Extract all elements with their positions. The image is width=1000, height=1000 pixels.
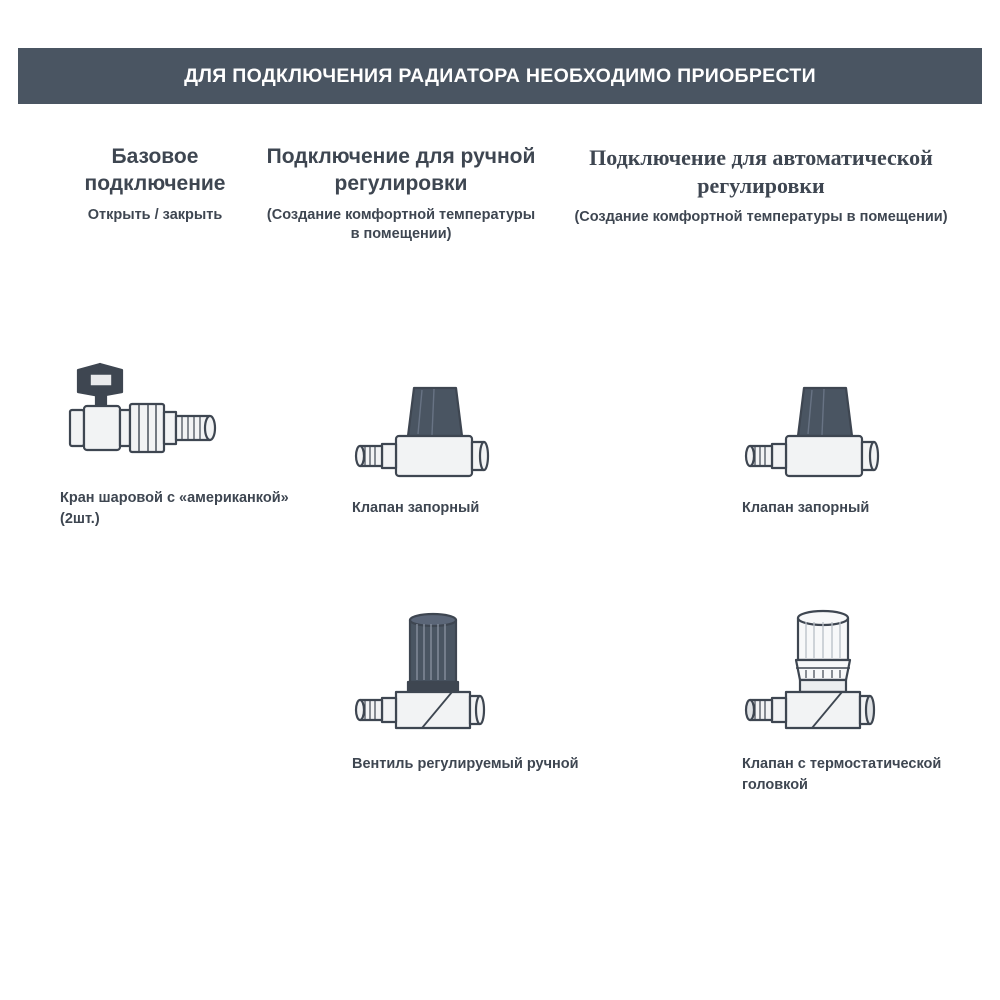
ball-valve-with-union-icon xyxy=(60,352,290,482)
column-heading-basic xyxy=(40,144,270,225)
column-subtitle-basic: Открыть / закрыть xyxy=(87,206,223,223)
column-subtitle-manual: (Создание комфортной температуры в помещении) xyxy=(266,206,536,243)
product-manual-regulating-valve xyxy=(352,608,602,775)
stop-valve-icon xyxy=(352,380,582,492)
column-headings xyxy=(0,140,1000,280)
header-banner xyxy=(18,48,982,104)
column-title-auto: Подключение для автоматической регулировки xyxy=(589,145,933,199)
column-title-basic: Базовое подключение xyxy=(84,145,226,195)
product-stop-valve-auto xyxy=(742,380,972,519)
thermostatic-valve-icon xyxy=(742,608,992,748)
product-caption-stop-valve-manual: Клапан запорный xyxy=(352,500,480,516)
column-heading-manual xyxy=(262,144,540,244)
column-subtitle-auto: (Создание комфортной температуры в помещении) xyxy=(574,209,948,226)
manual-regulating-valve-icon xyxy=(352,608,602,748)
column-heading-auto xyxy=(556,144,966,228)
product-caption-manual-regulating-valve: Вентиль регулируемый ручной xyxy=(352,756,579,772)
stop-valve-icon xyxy=(742,380,972,492)
product-thermostatic-valve xyxy=(742,608,992,795)
product-stop-valve-manual xyxy=(352,380,582,519)
column-title-manual: Подключение для ручной регулировки xyxy=(266,145,536,195)
product-caption-stop-valve-auto: Клапан запорный xyxy=(742,500,870,516)
product-ball-valve xyxy=(60,352,290,529)
page-title: ДЛЯ ПОДКЛЮЧЕНИЯ РАДИАТОРА НЕОБХОДИМО ПРИОБРЕСТИ xyxy=(184,64,816,87)
product-caption-ball-valve: Кран шаровой с «американкой» (2шт.) xyxy=(60,490,289,527)
product-caption-thermostatic-valve: Клапан с термостатической головкой xyxy=(742,756,942,793)
